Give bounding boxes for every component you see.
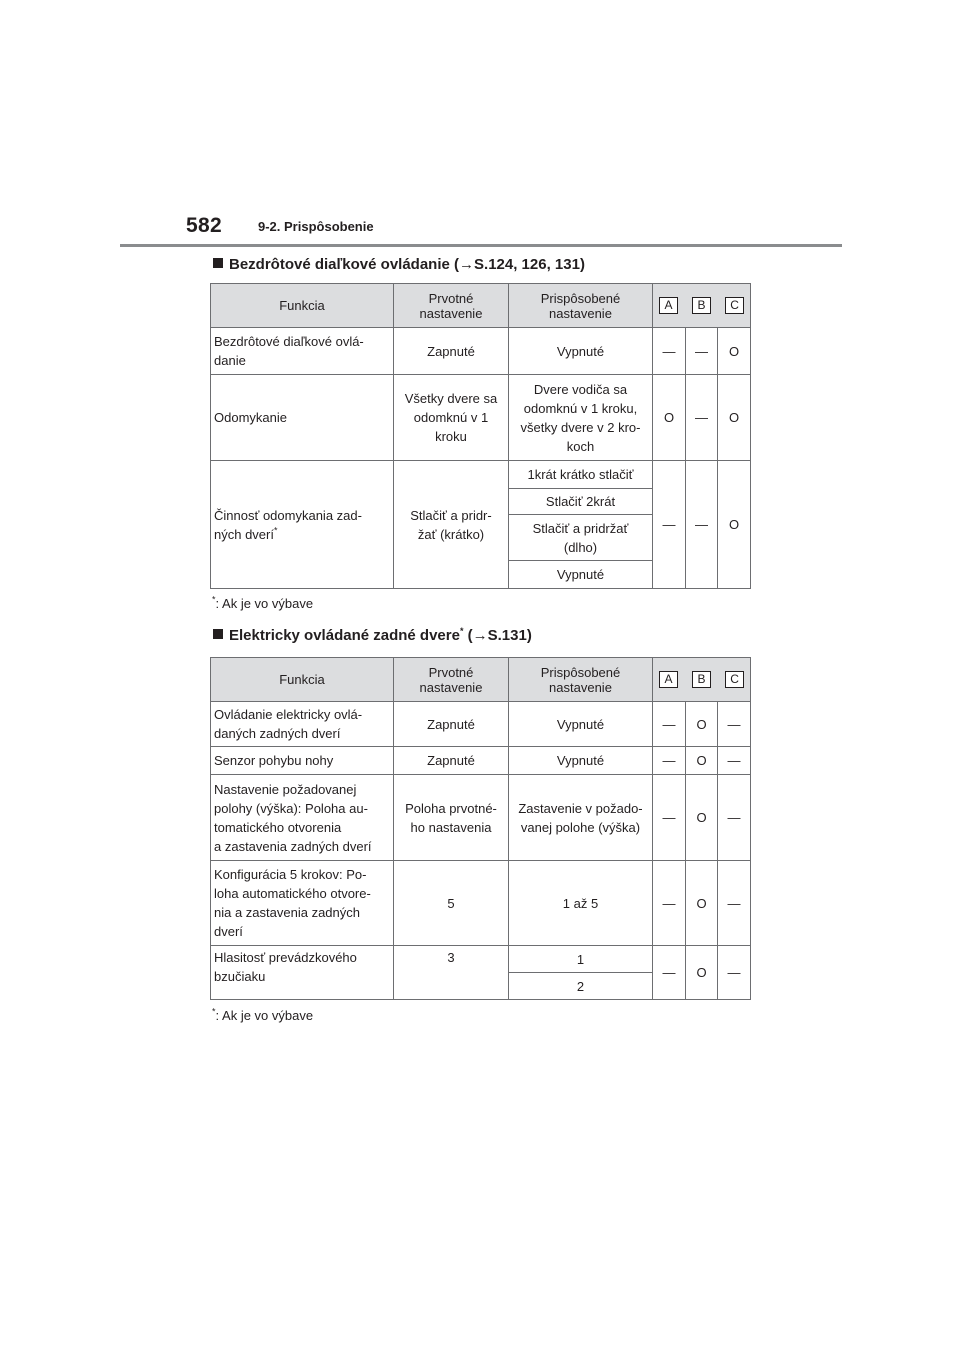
method-a-badge: A <box>659 297 678 314</box>
cell-function: Nastavenie požadovanej polohy (výška): Poloha au- tomatického otvorenia a zastavenia zadných dverí <box>211 775 394 861</box>
cell-function: Činnosť odomykania zad- ných dverí* <box>211 461 394 589</box>
header-function: Funkcia <box>211 284 394 328</box>
cell-b: O <box>686 775 718 861</box>
cell-function: Hlasitosť prevádzkového bzučiaku <box>211 946 394 1000</box>
cell-b: — <box>686 461 718 589</box>
table-row <box>211 375 751 461</box>
cell-custom: 1 až 5 <box>509 861 653 946</box>
cell-b: O <box>686 946 718 1000</box>
cell-a: — <box>653 328 686 375</box>
cell-function: Ovládanie elektricky ovlá- daných zadných dverí <box>211 702 394 747</box>
cell-default: Zapnuté <box>394 328 509 375</box>
header-divider <box>120 244 842 247</box>
method-b-badge: B <box>692 671 711 688</box>
cell-b: O <box>686 861 718 946</box>
cell-custom-option: 2 <box>509 973 653 1000</box>
cell-c: — <box>718 946 751 1000</box>
settings-table-wireless-remote <box>210 283 751 589</box>
cell-custom: Dvere vodiča sa odomknú v 1 kroku, všetky dvere v 2 kro- koch <box>509 375 653 461</box>
cell-default: Zapnuté <box>394 702 509 747</box>
cell-b: O <box>686 747 718 775</box>
cell-c: O <box>718 461 751 589</box>
cell-default: Stlačiť a pridr- žať (krátko) <box>394 461 509 589</box>
cell-custom: Vypnuté <box>509 747 653 775</box>
cell-b: — <box>686 375 718 461</box>
footnote-mark: * <box>273 525 278 536</box>
cell-default: Zapnuté <box>394 747 509 775</box>
cell-custom-option: 1krát krátko stlačiť <box>509 461 653 489</box>
cell-c: — <box>718 861 751 946</box>
cell-custom: Vypnuté <box>509 702 653 747</box>
footnote-1: *: Ak je vo výbave <box>212 594 314 611</box>
table-row <box>211 747 751 775</box>
cell-a: — <box>653 747 686 775</box>
cell-function: Senzor pohybu nohy <box>211 747 394 775</box>
header-methods <box>653 658 751 702</box>
footnote-2: *: Ak je vo výbave <box>212 1006 314 1023</box>
table-row <box>211 328 751 375</box>
method-b-badge: B <box>692 297 711 314</box>
table-row <box>211 861 751 946</box>
cell-a: — <box>653 861 686 946</box>
cell-custom-option: Stlačiť a pridržať (dlho) <box>509 515 653 561</box>
table-row <box>211 775 751 861</box>
header-custom: Prispôsobené nastavenie <box>509 284 653 328</box>
method-c-badge: C <box>725 297 744 314</box>
page-number: 582 <box>186 214 222 237</box>
cell-c: O <box>718 375 751 461</box>
cell-b: — <box>686 328 718 375</box>
header-methods <box>653 284 751 328</box>
cell-custom: Zastavenie v požado- vanej polohe (výška) <box>509 775 653 861</box>
header-default: Prvotné nastavenie <box>394 284 509 328</box>
cell-custom-option: Vypnuté <box>509 561 653 589</box>
cell-a: — <box>653 946 686 1000</box>
header-function: Funkcia <box>211 658 394 702</box>
section-title-power-tailgate: Elektricky ovládané zadné dvere* (→S.131) <box>213 627 532 644</box>
table-row <box>211 946 751 973</box>
section-title-wireless-remote: Bezdrôtové diaľkové ovládanie (→S.124, 126, 131) <box>213 256 585 273</box>
cell-custom-option: 1 <box>509 946 653 973</box>
table-row <box>211 702 751 747</box>
cell-a: — <box>653 461 686 589</box>
header-custom: Prispôsobené nastavenie <box>509 658 653 702</box>
cell-c: — <box>718 702 751 747</box>
cell-c: O <box>718 328 751 375</box>
cell-b: O <box>686 702 718 747</box>
cell-c: — <box>718 775 751 861</box>
cell-function: Bezdrôtové diaľkové ovlá- danie <box>211 328 394 375</box>
square-bullet-icon <box>213 629 223 639</box>
square-bullet-icon <box>213 258 223 268</box>
chapter-title: 9-2. Prispôsobenie <box>258 219 374 234</box>
cell-a: O <box>653 375 686 461</box>
settings-table-power-tailgate <box>210 657 751 1000</box>
cell-function: Odomykanie <box>211 375 394 461</box>
cell-c: — <box>718 747 751 775</box>
cell-a: — <box>653 775 686 861</box>
header-default: Prvotné nastavenie <box>394 658 509 702</box>
cell-default: Poloha prvotné- ho nastavenia <box>394 775 509 861</box>
method-c-badge: C <box>725 671 744 688</box>
table-row <box>211 461 751 489</box>
cell-custom-option: Stlačiť 2krát <box>509 489 653 515</box>
cell-custom: Vypnuté <box>509 328 653 375</box>
cell-default: 3 <box>394 946 509 1000</box>
method-a-badge: A <box>659 671 678 688</box>
cell-default: 5 <box>394 861 509 946</box>
cell-function: Konfigurácia 5 krokov: Po- loha automatického otvore- nia a zastavenia zadných dverí <box>211 861 394 946</box>
cell-default: Všetky dvere sa odomknú v 1 kroku <box>394 375 509 461</box>
cell-a: — <box>653 702 686 747</box>
